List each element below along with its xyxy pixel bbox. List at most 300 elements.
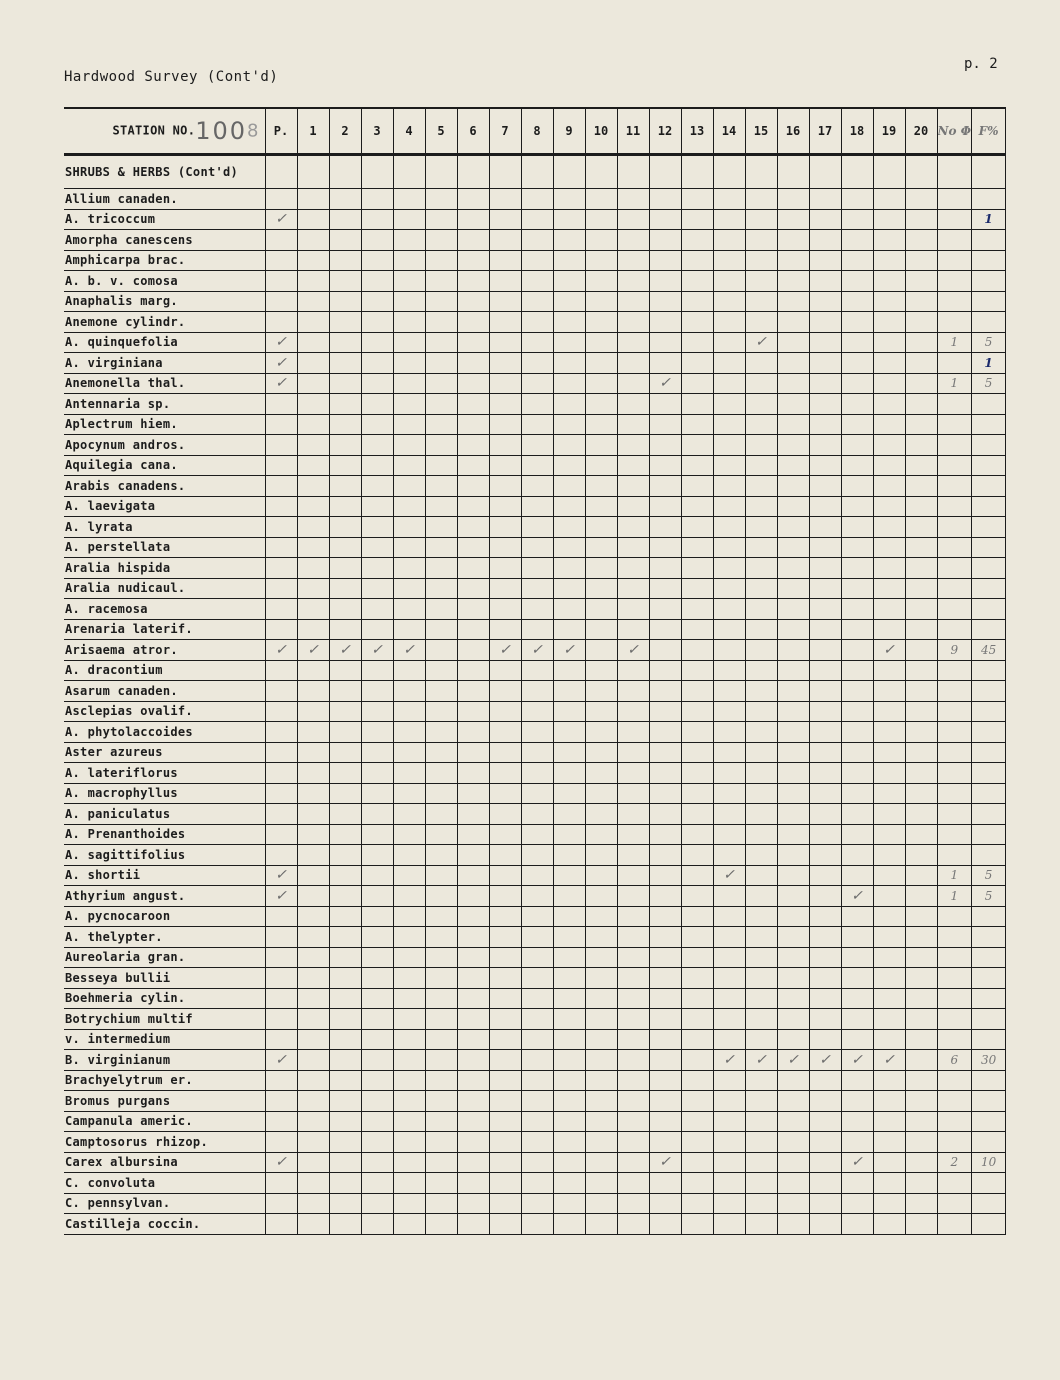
grid-cell [297,1173,329,1194]
grid-cell [457,804,489,825]
check-mark: ✓ [499,641,511,658]
grid-cell [425,373,457,394]
grid-cell [489,701,521,722]
count-cell [937,660,972,681]
count-cell [937,906,972,927]
grid-cell [585,1070,617,1091]
grid-cell [361,824,393,845]
check-mark: ✓ [275,867,287,884]
grid-cell [489,189,521,210]
table-row [64,742,1006,763]
grid-cell [809,291,841,312]
grid-cell [745,353,777,374]
frequency-cell [972,742,1006,763]
grid-cell [585,927,617,948]
check-mark: ✓ [851,1154,863,1171]
grid-cell [425,250,457,271]
grid-cell [841,394,873,415]
species-name: A. b. v. comosa [64,271,265,292]
grid-cell [905,455,937,476]
frequency-cell [972,763,1006,784]
grid-cell [489,1214,521,1235]
grid-cell [297,886,329,907]
grid-cell [905,517,937,538]
grid-cell [457,722,489,743]
table-row [64,1070,1006,1091]
grid-cell [905,291,937,312]
grid-cell [617,988,649,1009]
grid-cell [457,1214,489,1235]
grid-cell [777,947,809,968]
grid-cell [457,394,489,415]
grid-cell [489,988,521,1009]
grid-cell [777,1111,809,1132]
grid-cell [393,1111,425,1132]
grid-cell [265,435,297,456]
grid-cell [809,681,841,702]
grid-cell [425,722,457,743]
grid-cell [617,640,649,661]
grid-cell [265,578,297,599]
grid-cell [809,353,841,374]
grid-cell [521,1152,553,1173]
grid-cell [457,1111,489,1132]
grid-cell [297,189,329,210]
grid-cell [585,886,617,907]
table-row [64,517,1006,538]
species-name: A. dracontium [64,660,265,681]
grid-cell [553,271,585,292]
grid-cell [873,763,905,784]
grid-cell [329,1050,361,1071]
grid-cell [841,927,873,948]
grid-cell [489,865,521,886]
grid-cell [361,947,393,968]
grid-cell [905,373,937,394]
grid-cell [713,291,745,312]
grid-cell [585,968,617,989]
grid-cell [809,947,841,968]
count-cell [937,845,972,866]
grid-cell [361,1029,393,1050]
table-row [64,599,1006,620]
species-name: Anemone cylindr. [64,312,265,333]
grid-cell [809,660,841,681]
grid-cell [265,845,297,866]
grid-cell [777,804,809,825]
grid-cell [713,271,745,292]
grid-cell [329,1173,361,1194]
frequency-cell: 5 [972,886,1006,907]
grid-cell [297,742,329,763]
grid-cell [873,947,905,968]
grid-cell [553,155,585,189]
grid-cell [361,701,393,722]
grid-cell [873,1091,905,1112]
grid-cell [809,968,841,989]
grid-cell [617,558,649,579]
page-number: p. 2 [964,56,998,72]
check-mark: ✓ [307,641,319,658]
count-cell [937,824,972,845]
grid-cell [265,660,297,681]
grid-cell [393,886,425,907]
grid-cell [553,435,585,456]
grid-cell [809,640,841,661]
grid-cell [681,558,713,579]
grid-cell [777,394,809,415]
grid-cell [393,250,425,271]
species-name: v. intermedium [64,1029,265,1050]
species-name: Asclepias ovalif. [64,701,265,722]
grid-cell [713,640,745,661]
grid-cell [649,1173,681,1194]
grid-cell [489,1050,521,1071]
grid-cell [745,312,777,333]
grid-cell [841,886,873,907]
grid-cell [905,660,937,681]
grid-cell [425,845,457,866]
grid-cell [457,1009,489,1030]
grid-cell [553,312,585,333]
grid-cell [265,1173,297,1194]
grid-cell [809,599,841,620]
grid-cell [841,1091,873,1112]
grid-cell [489,619,521,640]
grid-cell [905,824,937,845]
grid-cell [873,681,905,702]
grid-cell [425,1132,457,1153]
grid-cell [681,1173,713,1194]
grid-cell [841,250,873,271]
grid-cell [297,783,329,804]
check-mark: ✓ [883,641,895,658]
grid-cell [905,1050,937,1071]
grid-cell [809,1029,841,1050]
grid-cell [521,906,553,927]
grid-cell [745,660,777,681]
grid-cell [297,578,329,599]
grid-cell [521,640,553,661]
grid-cell [649,722,681,743]
grid-cell [457,599,489,620]
grid-cell [873,1173,905,1194]
grid-cell [649,824,681,845]
grid-cell [713,1050,745,1071]
table-row [64,1173,1006,1194]
column-header: 12 [649,108,681,155]
grid-cell [905,804,937,825]
grid-cell [777,640,809,661]
grid-cell [457,230,489,251]
species-name: Brachyelytrum er. [64,1070,265,1091]
grid-cell [745,968,777,989]
grid-cell [713,1132,745,1153]
species-name: A. sagittifolius [64,845,265,866]
grid-cell [489,681,521,702]
grid-cell [745,988,777,1009]
grid-cell [521,1132,553,1153]
grid-cell [585,783,617,804]
table-row [64,1091,1006,1112]
grid-cell [489,1029,521,1050]
table-row [64,455,1006,476]
grid-cell [361,1111,393,1132]
grid-cell [617,947,649,968]
count-cell [937,312,972,333]
count-cell [937,783,972,804]
grid-cell [905,558,937,579]
grid-cell [489,578,521,599]
grid-cell [489,373,521,394]
check-mark: ✓ [851,887,863,904]
count-cell [937,599,972,620]
grid-cell [745,1132,777,1153]
table-row [64,845,1006,866]
grid-cell [425,155,457,189]
grid-cell [585,681,617,702]
grid-cell [265,476,297,497]
grid-cell [841,414,873,435]
grid-cell [745,681,777,702]
grid-cell [297,722,329,743]
grid-cell [841,619,873,640]
table-row [64,291,1006,312]
grid-cell [489,250,521,271]
check-mark: ✓ [723,867,735,884]
grid-cell [617,722,649,743]
table-row [64,394,1006,415]
grid-cell [521,312,553,333]
grid-cell [329,968,361,989]
grid-cell [329,1009,361,1030]
grid-cell [585,1132,617,1153]
count-cell [937,1009,972,1030]
count-cell [937,537,972,558]
grid-cell [297,373,329,394]
frequency-cell [972,1009,1006,1030]
grid-cell [873,230,905,251]
grid-cell [489,906,521,927]
grid-cell [905,865,937,886]
grid-cell [361,250,393,271]
grid-cell [681,1050,713,1071]
grid-cell [553,189,585,210]
grid-cell [809,373,841,394]
frequency-cell [972,681,1006,702]
grid-cell [681,291,713,312]
grid-cell [457,189,489,210]
grid-cell [265,496,297,517]
grid-cell [617,742,649,763]
grid-cell [905,845,937,866]
frequency-cell: 5 [972,865,1006,886]
count-cell [937,742,972,763]
grid-cell [425,455,457,476]
grid-cell [777,742,809,763]
grid-cell [809,312,841,333]
grid-cell [393,414,425,435]
column-header: 2 [329,108,361,155]
grid-cell [617,1029,649,1050]
table-row [64,414,1006,435]
count-cell: 1 [937,373,972,394]
grid-cell [841,1193,873,1214]
table-row [64,1029,1006,1050]
grid-cell [489,1009,521,1030]
grid-cell [681,537,713,558]
grid-cell [297,332,329,353]
grid-cell [297,599,329,620]
grid-cell [649,1193,681,1214]
grid-cell [489,660,521,681]
species-name: A. phytolaccoides [64,722,265,743]
grid-cell [713,619,745,640]
grid-cell [713,1111,745,1132]
grid-cell [393,722,425,743]
grid-cell [425,1009,457,1030]
grid-cell [841,640,873,661]
grid-cell [265,1070,297,1091]
grid-cell [361,927,393,948]
grid-cell [617,189,649,210]
grid-cell [521,968,553,989]
grid-cell [777,271,809,292]
grid-cell [489,1111,521,1132]
frequency-cell: 1 [972,209,1006,230]
species-name: Apocynum andros. [64,435,265,456]
grid-cell [681,209,713,230]
grid-cell [745,435,777,456]
species-name: Allium canaden. [64,189,265,210]
grid-cell [905,763,937,784]
grid-cell [713,968,745,989]
grid-cell [457,619,489,640]
grid-cell [265,332,297,353]
grid-cell [425,312,457,333]
grid-cell [681,824,713,845]
grid-cell [873,968,905,989]
grid-cell [809,1009,841,1030]
grid-cell [521,332,553,353]
grid-cell [777,1152,809,1173]
grid-cell [681,906,713,927]
check-mark: ✓ [275,641,287,658]
grid-cell [297,1091,329,1112]
grid-cell [649,435,681,456]
grid-cell [873,476,905,497]
grid-cell [777,517,809,538]
grid-cell [841,1029,873,1050]
grid-cell [521,783,553,804]
grid-cell [265,804,297,825]
grid-cell [585,455,617,476]
grid-cell [361,1050,393,1071]
grid-cell [745,1009,777,1030]
frequency-cell [972,783,1006,804]
column-header: 6 [457,108,489,155]
grid-cell [297,312,329,333]
grid-cell [425,660,457,681]
grid-cell [873,578,905,599]
grid-cell [585,1193,617,1214]
grid-cell [745,189,777,210]
grid-cell [809,332,841,353]
check-mark: ✓ [275,887,287,904]
grid-cell [649,804,681,825]
grid-cell [617,927,649,948]
species-name: A. laevigata [64,496,265,517]
grid-cell [873,1111,905,1132]
grid-cell [329,722,361,743]
species-name: Aureolaria gran. [64,947,265,968]
species-name: Athyrium angust. [64,886,265,907]
grid-cell [553,968,585,989]
grid-cell [393,865,425,886]
grid-cell [393,517,425,538]
grid-cell [361,886,393,907]
count-cell [937,558,972,579]
grid-cell [297,927,329,948]
grid-cell [489,1193,521,1214]
grid-cell [521,1173,553,1194]
grid-cell [361,189,393,210]
grid-cell [489,783,521,804]
grid-cell [873,906,905,927]
grid-cell [585,701,617,722]
count-cell [937,230,972,251]
grid-cell [745,578,777,599]
grid-cell [777,927,809,948]
grid-cell [745,1050,777,1071]
grid-cell [297,1132,329,1153]
count-cell [937,578,972,599]
grid-cell [841,455,873,476]
grid-cell [681,1111,713,1132]
grid-cell [329,1152,361,1173]
grid-cell [521,414,553,435]
grid-cell [361,230,393,251]
grid-cell [873,988,905,1009]
check-mark: ✓ [755,1051,767,1068]
grid-cell [329,804,361,825]
grid-cell [777,763,809,784]
grid-cell [393,1173,425,1194]
grid-cell [649,558,681,579]
frequency-cell: 10 [972,1152,1006,1173]
grid-cell [265,1214,297,1235]
grid-cell [265,1091,297,1112]
grid-cell [553,906,585,927]
grid-cell [873,455,905,476]
species-name: A. tricoccum [64,209,265,230]
grid-cell [489,968,521,989]
species-name: Arabis canadens. [64,476,265,497]
grid-cell [873,599,905,620]
grid-cell [265,968,297,989]
grid-cell [745,865,777,886]
grid-cell [745,824,777,845]
table-row [64,1152,1006,1173]
grid-cell [649,394,681,415]
table-row [64,701,1006,722]
grid-cell [873,927,905,948]
grid-cell [713,476,745,497]
table-row [64,988,1006,1009]
grid-cell [777,1070,809,1091]
grid-cell [265,906,297,927]
grid-cell [873,394,905,415]
